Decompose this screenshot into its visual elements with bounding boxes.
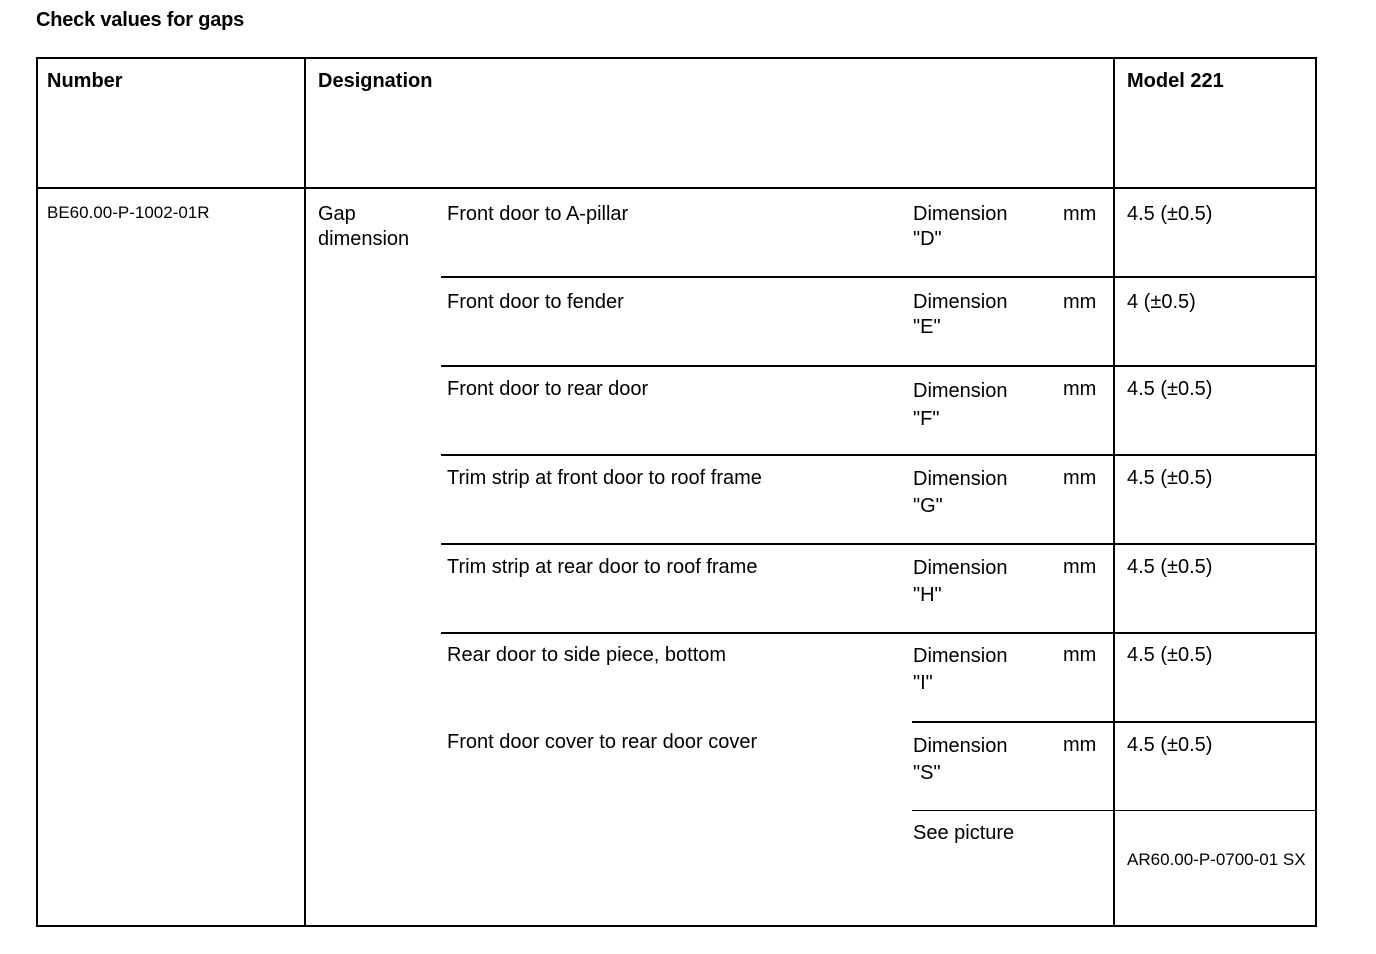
gap-description: Front door to A-pillar	[447, 203, 629, 225]
unit-label: mm	[1063, 734, 1097, 756]
model-value: 4.5 (±0.5)	[1127, 644, 1213, 666]
dimension-label: Dimension "G"	[913, 468, 1008, 517]
gap-description: Rear door to side piece, bottom	[447, 644, 727, 666]
row-divider	[441, 276, 1317, 278]
gap-description: Trim strip at front door to roof frame	[447, 467, 762, 489]
model-value: 4.5 (±0.5)	[1127, 203, 1213, 225]
designation-group: Gap dimension	[318, 203, 410, 250]
document-number: BE60.00-P-1002-01R	[47, 203, 210, 222]
row-divider	[441, 543, 1317, 545]
gap-description: Trim strip at rear door to roof frame	[447, 556, 758, 578]
unit-label: mm	[1063, 203, 1097, 225]
row-divider	[912, 721, 1317, 723]
dimension-label: Dimension "D"	[913, 203, 1008, 250]
model-value: 4.5 (±0.5)	[1127, 467, 1213, 489]
dimension-label: Dimension "H"	[913, 557, 1008, 606]
gap-description: Front door cover to rear door cover	[447, 731, 758, 753]
model-value: 4.5 (±0.5)	[1127, 556, 1213, 578]
row-divider	[441, 632, 1317, 634]
row-divider	[441, 365, 1317, 367]
dimension-label: Dimension "F"	[913, 380, 1008, 430]
unit-label: mm	[1063, 644, 1097, 666]
unit-label: mm	[1063, 556, 1097, 578]
picture-reference: AR60.00-P-0700-01 SX	[1127, 850, 1306, 869]
model-value: 4.5 (±0.5)	[1127, 734, 1213, 756]
header-model: Model 221	[1127, 70, 1224, 92]
unit-label: mm	[1063, 467, 1097, 489]
row-divider	[441, 454, 1317, 456]
header-divider	[36, 187, 1317, 189]
dimension-label: Dimension "S"	[913, 735, 1008, 784]
gap-description: Front door to fender	[447, 291, 624, 313]
dimension-label: Dimension "I"	[913, 645, 1008, 694]
unit-label: mm	[1063, 378, 1097, 400]
dimension-label: Dimension "E"	[913, 291, 1008, 338]
model-value: 4 (±0.5)	[1127, 291, 1196, 313]
row-divider	[912, 810, 1317, 811]
model-value: 4.5 (±0.5)	[1127, 378, 1213, 400]
header-designation: Designation	[318, 70, 433, 92]
unit-label: mm	[1063, 291, 1097, 313]
page-title: Check values for gaps	[36, 9, 245, 31]
gap-description: Front door to rear door	[447, 378, 649, 400]
picture-note: See picture	[913, 822, 1015, 844]
header-number: Number	[47, 70, 123, 92]
